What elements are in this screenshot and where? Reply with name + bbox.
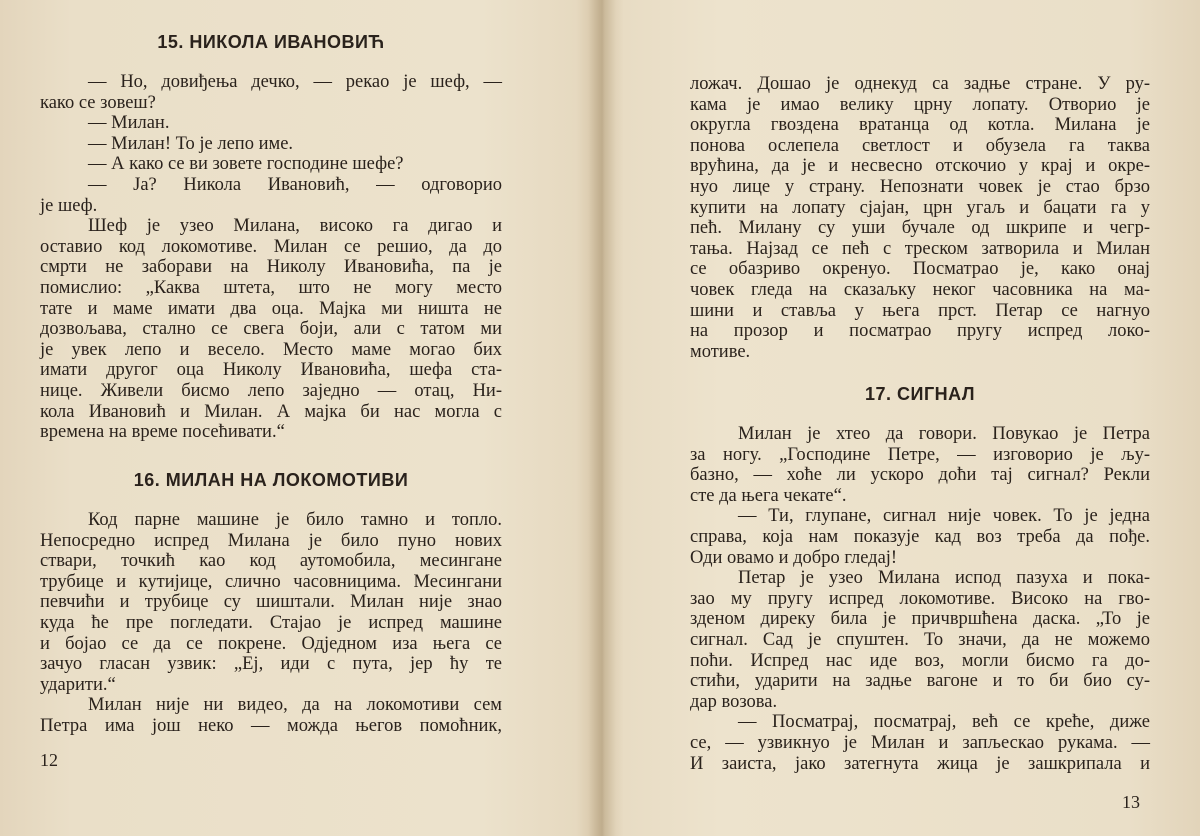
page-number-right: 13 (1122, 792, 1140, 812)
text-line: понова ослепела светлост и обузела га таква (690, 135, 1150, 156)
section-16-title: 16. МИЛАН НА ЛОКОМОТИВИ (133, 470, 409, 490)
text-line: Шеф је узео Милана, високо га дигао и (88, 216, 502, 237)
text-line: помислио: „Каква штета, што не могу место (40, 277, 502, 298)
text-line: нуо лице у страну. Непознати човек је стао брзо (690, 176, 1150, 197)
text-line: — Милан! То је лепо име. (88, 133, 294, 154)
text-line: стићи, ударити на задње вагоне и то би био су- (690, 671, 1150, 692)
text-line: се, — узвикнуо је Милан и запљескао рукама. — (690, 732, 1150, 753)
text-line: поћи. Испред нас иде воз, могли бисмо га до- (690, 650, 1150, 671)
text-line: Непосредно испред Милана је било пуно нових (40, 530, 502, 551)
text-line: — Но, довиђења дечко, — рекао је шеф, — (88, 72, 502, 92)
section-15-title: 15. НИКОЛА ИВАНОВИЋ (157, 32, 385, 52)
text-line: тања. Најзад се пећ с треском затворила и Милан (690, 238, 1150, 259)
text-line: трубице и кутијице, слично часовницима. Месингани (40, 571, 502, 592)
text-line: — А како се ви зовете господине шефе? (88, 154, 404, 175)
text-line: и бојао се да се покрене. Одједном иза њега се (40, 633, 502, 654)
text-line: за ногу. „Господине Петре, — изговорио је љу- (690, 444, 1150, 465)
text-line: Милан није ни видео, да на локомотиви сем (88, 695, 502, 716)
text-line: оставио код локомотиве. Милан се решио, да до (40, 236, 502, 257)
text-line: сте да њега чекате“. (690, 485, 847, 506)
text-line: зденом диреку била је причвршћена даска. „То је (690, 609, 1150, 630)
text-line: базно, — хоће ли ускоро доћи тај сигнал? Рекли (690, 465, 1150, 486)
text-line: справа, која нам показује кад воз треба да пође. (690, 526, 1150, 547)
text-line: зачуо гласан узвик: „Еј, иди с пута, јер ћу те (40, 654, 502, 675)
text-line: ударити.“ (40, 674, 116, 695)
text-line: ложач. Дошао је однекуд са задње стране. У ру- (690, 74, 1150, 94)
text-line: — Ја? Никола Ивановић, — одговорио (88, 174, 502, 195)
text-line: И заиста, јако затегнута жица је зашкрипала и (690, 753, 1150, 774)
text-line: мотиве. (690, 341, 751, 362)
text-line: је шеф. (40, 195, 98, 216)
text-line: кола Ивановић и Милан. А мајка би нас могла с (40, 401, 502, 422)
text-line: је увек лепо и весело. Место маме могао бих (40, 339, 502, 360)
text-line: на прозор и посматрао пругу испред локо- (690, 321, 1150, 342)
text-line: купити на лопату сјајан, црн угаљ и бацати га у (690, 197, 1150, 218)
text-line: смрти не заборави на Николу Ивановића, па је (40, 257, 502, 278)
text-line: округла гвоздена вратанца од котла. Милана је (690, 115, 1150, 136)
text-line: Код парне машине је било тамно и топло. (88, 510, 502, 530)
text-line: куда ће пре погледати. Стајао је испред машине (40, 612, 502, 633)
text-line: Петар је узео Милана испод пазуха и пока- (738, 568, 1150, 589)
text-line: зао му пругу испред локомотиве. Високо на гво- (690, 588, 1150, 609)
continued-text (690, 74, 1150, 362)
text-line: Петра има још неко — можда његов помоћник, (40, 715, 502, 736)
page-number-left: 12 (40, 750, 58, 770)
text-line: — Ти, глупане, сигнал није човек. То је једна (738, 506, 1150, 527)
section-17-body (690, 424, 1150, 774)
text-line: времена на време посећивати.“ (40, 422, 285, 443)
text-line: — Посматрај, посматрај, већ се креће, диже (738, 712, 1150, 733)
text-line: нице. Живели бисмо лепо заједно — отац, Ни- (40, 380, 502, 401)
section-17-title: 17. СИГНАЛ (864, 384, 975, 404)
text-line: сигнал. Сад је спуштен. То значи, да не можемо (690, 629, 1150, 650)
text-line: ствари, точкић као код аутомобила, месингане (40, 551, 502, 572)
text-line: имати другог оца Николу Ивановића, шефа ста- (40, 360, 502, 381)
right-page (690, 0, 1150, 836)
text-line: кама је имао велику црну лопату. Отворио је (690, 94, 1150, 115)
text-line: се обазриво окренуо. Посматрао је, како онај (690, 259, 1150, 280)
text-line: пећ. Милану су уши бучале од шкрипе и чегр- (690, 218, 1150, 239)
text-line: шини и ставља у њега прст. Петар се нагнуо (690, 300, 1150, 321)
text-line: тате и маме имати два оца. Мајка ми ништа не (40, 298, 502, 319)
text-line: певчићи и трубице су шиштали. Милан није знао (40, 592, 502, 613)
text-line: Оди овамо и добро гледај! (690, 547, 898, 568)
left-page (40, 0, 502, 836)
text-line: човек гледа на сказаљку неког часовника на ма- (690, 279, 1150, 300)
text-line: дозвољава, стално се свега боји, али с татом ми (40, 319, 502, 340)
text-line: — Милан. (88, 113, 170, 134)
text-line: дар возова. (690, 691, 778, 712)
text-line: врућина, да је и несвесно отскочио у крај и окре- (690, 156, 1150, 177)
text-line: како се зовеш? (40, 92, 156, 113)
book-gutter (588, 0, 616, 836)
section-16-body (40, 510, 502, 737)
text-line: Милан је хтео да говори. Повукао је Петра (738, 424, 1150, 444)
section-15-body (40, 72, 502, 443)
